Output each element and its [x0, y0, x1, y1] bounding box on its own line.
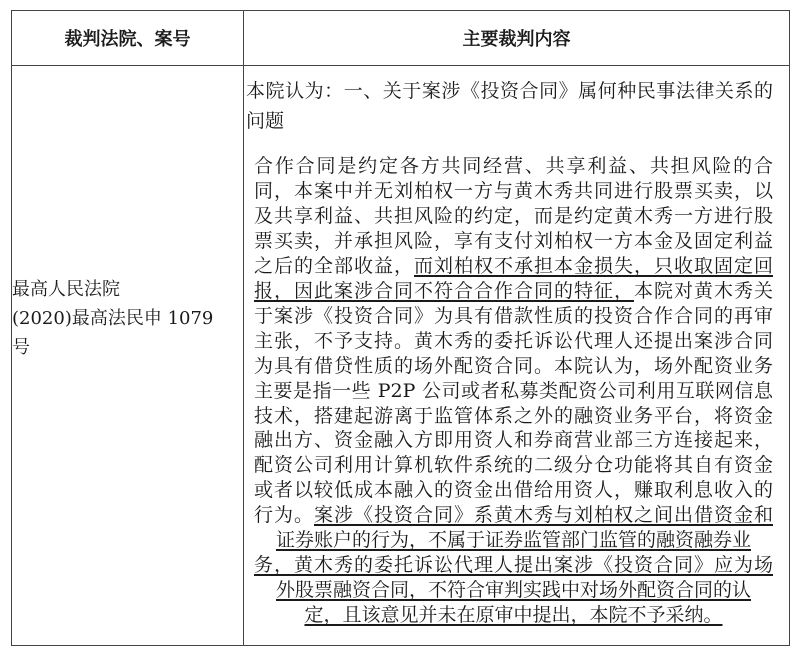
text-segment: 同，本案中并无刘柏权一方与黄木秀共同进行股票买卖，以	[254, 179, 773, 202]
text-segment: 技术，搭建起游离于监管体系之外的融资业务平台，将资金	[254, 404, 773, 427]
underlined-text: 报，因此案涉合同不符合合作合同的特征，	[254, 279, 634, 302]
text-segment: 融出方、资金融入方即用资人和券商营业部三方连接起来，	[254, 429, 773, 452]
text-segment: 为具有借贷性质的场外配资合同。本院认为，场外配资业务	[254, 354, 773, 377]
row-divider	[12, 65, 789, 66]
body-line	[246, 304, 773, 329]
body-line	[246, 404, 773, 429]
body-line	[246, 578, 773, 603]
underlined-text: 务，黄木秀的委托诉讼代理人提出案涉《投资合同》应为场	[254, 554, 773, 577]
text-segment: 主要是指一些 P2P 公司或者私募类配资公司利用互联网信息	[254, 379, 773, 402]
heading-line: 本院认为：一、关于案涉《投资合同》属何种民事法律关系的	[246, 80, 773, 102]
text-segment: 主张，不予支持。黄木秀的委托诉讼代理人还提出案涉合同	[254, 329, 773, 352]
column-divider	[243, 11, 244, 645]
body-line	[246, 379, 773, 404]
underlined-text: 案涉《投资合同》系黄木秀与刘柏权之间出借资金和	[314, 504, 773, 527]
text-segment: 行为。	[254, 504, 314, 527]
body-line	[246, 204, 773, 229]
body-line	[246, 503, 773, 528]
header-main-judgment: 主要裁判内容	[462, 29, 571, 50]
judgment-heading	[246, 76, 773, 136]
court-cell	[12, 275, 213, 362]
heading-line: 问题	[246, 110, 285, 132]
text-segment: 合作合同是约定各方共同经营、共享利益、共担风险的合	[254, 155, 773, 177]
text-segment: 于案涉《投资合同》为具有借款性质的投资合作合同的再审	[254, 304, 773, 327]
header-court-case-no: 裁判法院、案号	[64, 29, 191, 50]
text-segment: 本院对黄木秀关	[633, 279, 773, 302]
body-line	[246, 553, 773, 578]
body-line	[246, 279, 773, 304]
text-segment: 及共享利益、共担风险的约定，而是约定黄木秀一方进行股	[254, 204, 773, 227]
judgment-body	[246, 154, 773, 628]
court-name: 最高人民法院	[12, 279, 120, 300]
text-segment: 配资公司利用计算机软件系统的二级分仓功能将其自有资金	[254, 454, 773, 477]
underlined-text: 而刘柏权不承担本金损失，只收取固定回	[414, 254, 773, 277]
body-line	[246, 254, 773, 279]
body-line	[246, 528, 773, 553]
body-line	[246, 478, 773, 503]
text-segment: 之后的全部收益，	[254, 254, 414, 277]
underlined-text: 外股票融资合同，不符合审判实践中对场外配资合同的认	[275, 579, 751, 602]
body-line	[246, 229, 773, 254]
body-line	[246, 453, 773, 478]
text-segment: 或者以较低成本融入的资金出借给用资人，赚取利息收入的	[254, 479, 773, 502]
body-line	[246, 154, 773, 179]
body-line	[246, 179, 773, 204]
underlined-text: 定，且该意见并未在原审中提出，本院不予采纳。	[304, 604, 723, 627]
underlined-text: 证券账户的行为，不属于证券监管部门监管的融资融券业	[275, 529, 751, 552]
case-number-suffix: 号	[12, 337, 30, 358]
body-line	[246, 354, 773, 379]
body-line	[246, 603, 773, 628]
case-number: (2020)最高法民申 1079	[12, 308, 214, 329]
text-segment: 票买卖，并承担风险，享有支付刘柏权一方本金及固定利益	[254, 229, 773, 252]
body-line	[246, 329, 773, 354]
body-line	[246, 428, 773, 453]
